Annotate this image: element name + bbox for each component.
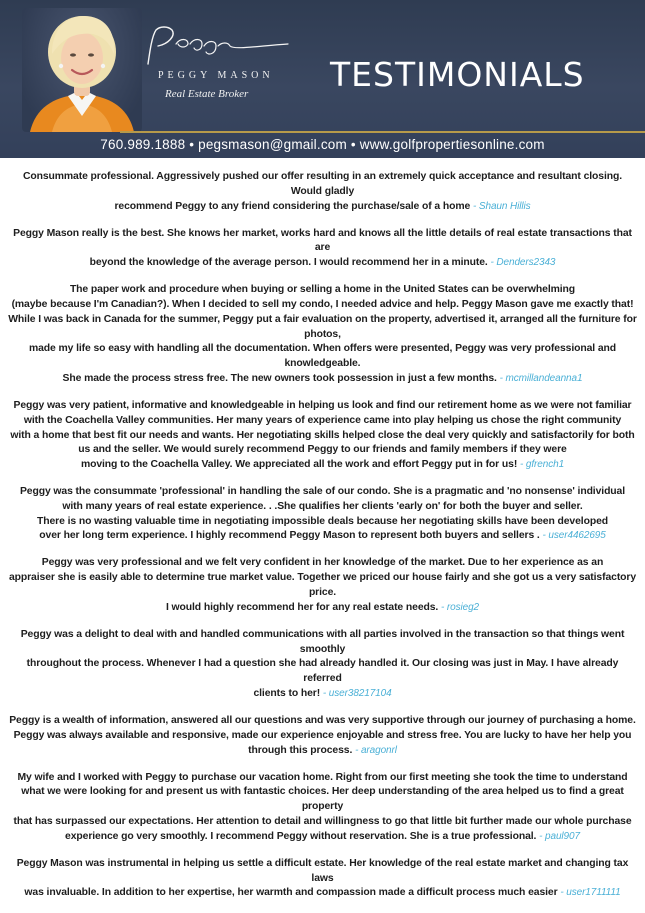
testimonial bbox=[8, 227, 637, 271]
testimonial-line: through this process. bbox=[248, 744, 353, 756]
brand-title: Real Estate Broker bbox=[165, 88, 249, 100]
testimonial bbox=[8, 283, 637, 387]
signature-logo bbox=[138, 24, 298, 68]
testimonial bbox=[8, 771, 637, 845]
testimonial-line: us and the seller. We would surely recommend Peggy to our friends and family members if they were bbox=[78, 444, 567, 456]
testimonial-line: recommend Peggy to any friend considering the purchase/sale of a home bbox=[114, 200, 471, 212]
testimonial-line: what we were looking for and present us with fantastic choices. Her deep understanding of the area helped us to find a great property bbox=[21, 786, 624, 813]
testimonial-author: - gfrench1 bbox=[520, 459, 565, 471]
testimonial-line: with a home that best fit our needs and wants. Her negotiating skills helped close the deal very quickly and satisfactorily for both bbox=[10, 429, 635, 441]
testimonial-line: While I was back in Canada for the summer, Peggy put a fair evaluation on the property, advertised it, arranged all the furniture for photos, bbox=[8, 313, 637, 340]
testimonial-line: experience go very smoothly. I recommend Peggy without reservation. She is a true professional. bbox=[65, 830, 537, 842]
testimonial bbox=[8, 399, 637, 473]
testimonial-author: - paul907 bbox=[539, 830, 580, 842]
testimonial-line: made my life so easy with handling all the documentation. When offers were presented, Peggy was very professional and knowledgeable. bbox=[28, 343, 617, 370]
testimonial-line: that has surpassed our expectations. Her attention to detail and willingness to go that little bit further made our whole purchase bbox=[13, 815, 632, 827]
testimonial-line: Peggy is a wealth of information, answered all our questions and was very supportive through our journey of purchasing a home. bbox=[9, 715, 636, 727]
testimonial-line: Peggy was very professional and we felt very confident in her knowledge of the market. Due to her experience as an bbox=[41, 557, 604, 569]
divider bbox=[120, 131, 645, 133]
testimonial-author: - Shaun Hillis bbox=[473, 200, 531, 212]
agent-portrait bbox=[22, 8, 142, 132]
contact-info: 760.989.1888 • pegsmason@gmail.com • www.golfpropertiesonline.com bbox=[100, 137, 545, 152]
testimonial-author: - Denders2343 bbox=[490, 257, 556, 269]
header-banner bbox=[0, 0, 645, 158]
testimonial-line: My wife and I worked with Peggy to purchase our vacation home. Right from our first meeting she took the time to understand bbox=[17, 771, 628, 783]
testimonial-line: over her long term experience. I highly recommend Peggy Mason to represent both buyers and sellers . bbox=[39, 530, 540, 542]
testimonial bbox=[8, 170, 637, 214]
testimonial bbox=[8, 628, 637, 702]
testimonial-line: with the Coachella Valley communities. Her many years of experience came into play helping us chose the right community bbox=[23, 414, 622, 426]
testimonial-line: clients to her! bbox=[253, 688, 321, 700]
testimonial-line: I would highly recommend her for any real estate needs. bbox=[165, 601, 439, 613]
testimonial-line: There is no wasting valuable time in negotiating impossible deals because her negotiating skills have been developed bbox=[36, 515, 608, 527]
testimonial-line: The paper work and procedure when buying or selling a home in the United States can be overwhelming bbox=[69, 284, 576, 296]
testimonial-author: - user38217104 bbox=[322, 688, 392, 700]
testimonial-author: - rosieg2 bbox=[441, 601, 480, 613]
agent-portrait-illustration bbox=[22, 8, 142, 132]
testimonial-line: Peggy was the consummate 'professional' in handling the sale of our condo. She is a pragmatic and 'no nonsense' individual bbox=[19, 486, 626, 498]
testimonial-line: Peggy was a delight to deal with and handled communications with all parties involved in the transaction so that things went smoothly bbox=[20, 628, 625, 655]
brand-name: PEGGY MASON bbox=[158, 70, 274, 81]
testimonial-author: - user4462695 bbox=[542, 530, 606, 542]
testimonial-author: - mcmillandeanna1 bbox=[499, 372, 583, 384]
testimonial-line: was invaluable. In addition to her expertise, her warmth and compassion made a difficult process much easier bbox=[24, 887, 558, 899]
testimonial-line: with many years of real estate experience. . .She qualifies her clients 'early on' for both the buyer and seller. bbox=[62, 500, 583, 512]
testimonial-line: She made the process stress free. The new owners took possession in just a few months. bbox=[62, 372, 497, 384]
testimonial bbox=[8, 714, 637, 758]
testimonial-line: appraiser she is easily able to determine true market value. Together we priced our house fairly and she got us a very satisfactory price. bbox=[8, 572, 637, 599]
testimonial-line: throughout the process. Whenever I had a question she had already handled it. Our closing was just in May. I have already referred bbox=[26, 658, 619, 685]
testimonial bbox=[8, 556, 637, 615]
testimonial-line: moving to the Coachella Valley. We appreciated all the work and effort Peggy put in for us! bbox=[80, 459, 518, 471]
testimonial-line: Peggy Mason was instrumental in helping us settle a difficult estate. Her knowledge of the real estate market and changing tax laws bbox=[16, 857, 629, 884]
testimonial-line: Peggy was always available and responsive, made our experience enjoyable and stress free. You are lucky to have her help you bbox=[13, 729, 632, 741]
testimonial-line: Peggy Mason really is the best. She knows her market, works hard and knows all the little details of real estate transactions that are bbox=[13, 227, 632, 254]
testimonial-author: - aragonrl bbox=[355, 744, 397, 756]
testimonial-author: - user1711111 bbox=[560, 887, 621, 899]
testimonial-line: (maybe because I'm Canadian?). When I decided to sell my condo, I needed advice and help. Peggy Mason gave me exactly that! bbox=[11, 298, 634, 310]
page-title: TESTIMONIALS bbox=[330, 55, 585, 94]
testimonial-line: Peggy was very patient, informative and knowledgeable in helping us look and find our retirement home as we were not familiar bbox=[13, 399, 632, 411]
testimonial-line: beyond the knowledge of the average person. I would recommend her in a minute. bbox=[89, 257, 488, 269]
testimonial bbox=[8, 485, 637, 544]
testimonial-line: Consummate professional. Aggressively pushed our offer resulting in an extremely quick acceptance and resultant closing. Would gladly bbox=[22, 171, 623, 197]
testimonial bbox=[8, 857, 637, 901]
testimonial-list bbox=[8, 170, 637, 913]
